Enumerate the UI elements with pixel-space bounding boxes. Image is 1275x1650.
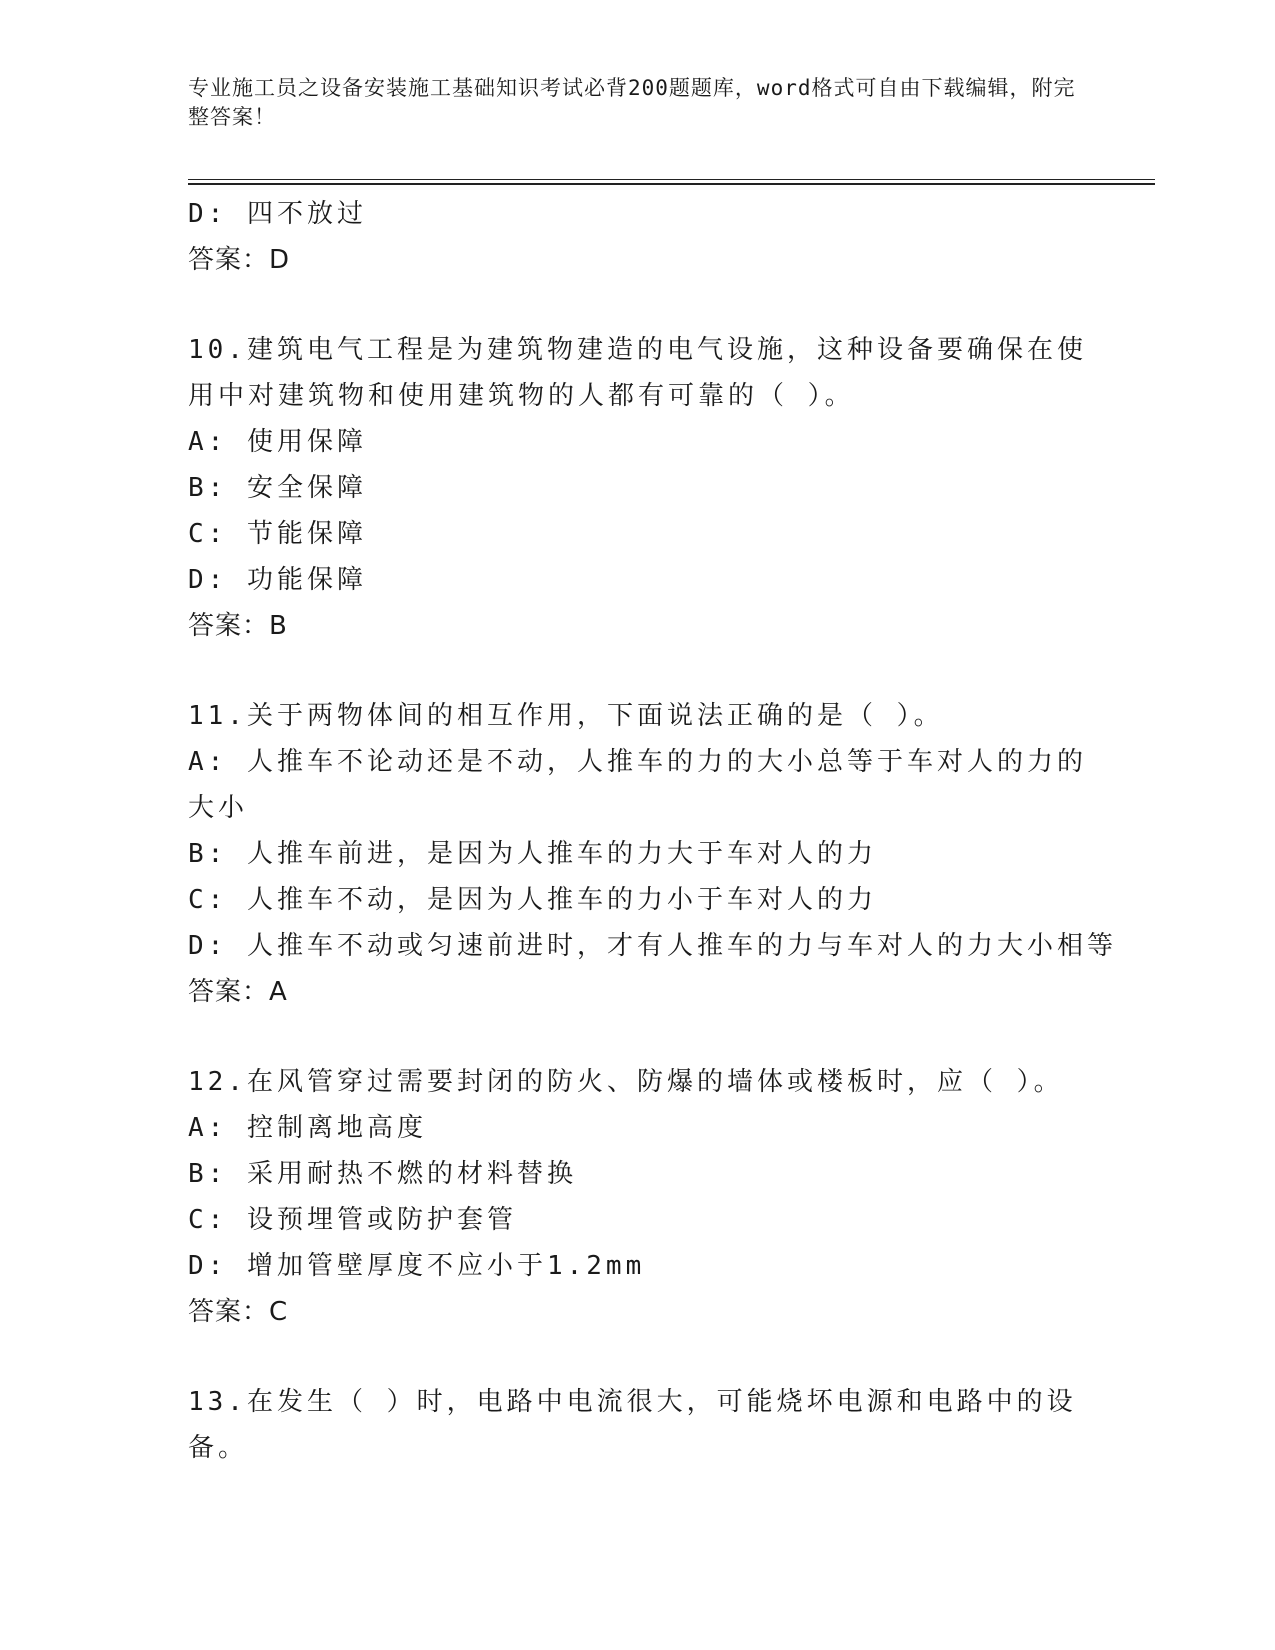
option-c: C: 节能保障 <box>188 519 367 549</box>
answer-label: 答案：A <box>188 977 288 1007</box>
option-a: A: 控制离地高度 <box>188 1113 427 1143</box>
option-d: D: 功能保障 <box>188 565 367 595</box>
option-b: B: 安全保障 <box>188 473 367 503</box>
option-d: D: 增加管壁厚度不应小于1.2mm <box>188 1251 646 1281</box>
question-stem: 11.关于两物体间的相互作用，下面说法正确的是（ ）。 <box>188 701 944 731</box>
option-c: C: 设预埋管或防护套管 <box>188 1205 517 1235</box>
answer-label: 答案：D <box>188 245 291 275</box>
option-b: B: 人推车前进，是因为人推车的力大于车对人的力 <box>188 839 877 869</box>
question-11 <box>188 693 1117 1015</box>
question-stem: 10.建筑电气工程是为建筑物建造的电气设施，这种设备要确保在使用中对建筑物和使用建筑物的人都有可靠的（ ）。 <box>188 335 1087 411</box>
document-header: 专业施工员之设备安装施工基础知识考试必背200题题库，word格式可自由下载编辑，附完整答案！ <box>188 76 1076 129</box>
option-d: D: 人推车不动或匀速前进时，才有人推车的力与车对人的力大小相等 <box>188 931 1117 961</box>
option-a: A: 使用保障 <box>188 427 367 457</box>
question-stem: 12.在风管穿过需要封闭的防火、防爆的墙体或楼板时，应（ ）。 <box>188 1067 1064 1097</box>
option-b: B: 采用耐热不燃的材料替换 <box>188 1159 577 1189</box>
question-13 <box>188 1379 1088 1471</box>
header-rule-thin <box>188 179 1155 180</box>
option-d: D: 四不放过 <box>188 199 367 229</box>
option-c: C: 人推车不动，是因为人推车的力小于车对人的力 <box>188 885 877 915</box>
option-a: A: 人推车不论动还是不动，人推车的力的大小总等于车对人的力的大小 <box>188 747 1087 823</box>
question-content <box>188 191 1117 1471</box>
question-stem: 13.在发生（ ）时，电路中电流很大，可能烧坏电源和电路中的设备。 <box>188 1387 1077 1463</box>
answer-label: 答案：C <box>188 1297 289 1327</box>
question-10 <box>188 327 1088 649</box>
answer-label: 答案：B <box>188 611 288 641</box>
question-12 <box>188 1059 1088 1335</box>
header-rule-thick <box>188 183 1155 185</box>
